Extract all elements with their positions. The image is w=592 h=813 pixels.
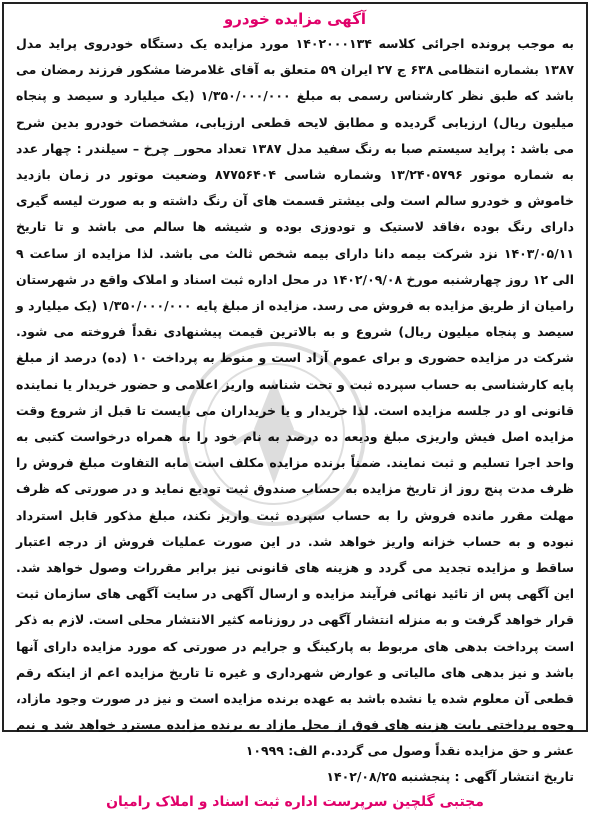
signature-line: مجتبی گلچین سرپرست اداره ثبت اسناد و املاک رامیان (106, 793, 484, 810)
publish-date: تاریخ انتشار آگهی : پنجشنبه ۱۴۰۲/۰۸/۲۵ (326, 768, 574, 784)
notice-body: به موجب پرونده اجرائی کلاسه ۱۴۰۲۰۰۰۱۳۴ مورد مزایده یک دستگاه خودروی پراید مدل ۱۳۸۷ بشماره انتظامی ۶۳۸ ج ۲۷ ایران ۵۹ متعلق به آقای غلامرضا مشکور فرزند رمضان می باشد که طبق نظر کارشناس رسمی به مبلغ ۱/۳۵۰/۰۰۰/۰۰۰ (یک میلیارد و سیصد و پنجاه میلیون ریال) ارزیابی گردیده و مطابق لایحه قطعی ارزیابی، مشخصات خودرو بدین شرح می باشد : پراید سیستم صبا به رنگ سفید مدل ۱۳۸۷ تعداد محور_ چرخ – سیلندر : چهار عدد به شماره موتور ۱۳/۲۴۰۵۷۹۶ وشماره شاسی ۸۷۷۵۶۴۰۴ وضعیت موتور در زمان بازدید خاموش و خودرو سالم است ولی بیشتر قسمت های آن رنگ داشته و به صورت لیسه گیری دارای رنگ بوده ،فاقد لاستیک و تودوزی بوده و شیشه ها سالم می باشد و تا تاریخ ۱۴۰۳/۰۵/۱۱ نزد شرکت بیمه دانا دارای بیمه شخص ثالث می باشد. لذا مزایده از ساعت ۹ الی ۱۲ روز چهارشنبه مورخ ۱۴۰۲/۰۹/۰۸ در محل اداره ثبت اسناد و املاک واقع در شهرستان رامیان از طریق مزایده به فروش می رسد. مزایده از مبلغ پایه ۱/۳۵۰/۰۰۰/۰۰۰ (یک میلیارد و سیصد و پنجاه میلیون ریال) شروع و به بالاترین قیمت پیشنهادی نقداً فروخته می شود. شرکت در مزایده حضوری و برای عموم آزاد است و منوط به پرداخت ۱۰ (ده) درصد از مبلغ پایه کارشناسی به حساب سپرده ثبت و تحت شناسه واریز اعلامی و حضور خریدار یا نماینده قانونی او در جلسه مزایده است. لذا خریدار و یا خریداران می بایست تا قبل از شروع وقت مزایده اصل فیش واریزی مبلغ ودیعه ده درصد به نام خود را به همراه درخواست کتبی به واحد اجرا تسلیم و ثبت نمایند. ضمناً برنده مزایده مکلف است مابه التفاوت مبلغ فروش را ظرف مدت پنج روز از تاریخ مزایده به حساب صندوق ثبت تودیع نماید و در صورتی که ظرف مهلت مقرر مانده فروش را به حساب سپرده ثبت واریز نکند، مبلغ مذکور قابل استرداد نبوده و به حساب خزانه واریز خواهد شد. در این صورت عملیات فروش از درجه اعتبار ساقط و مزایده تجدید می گردد و هزینه های قانونی نیز برابر مقررات وصول خواهد شد. این آگهی پس از تائید نهائی فرآیند مزایده و ارسال آگهی در سایت آگهی های سازمان ثبت قرار خواهد گرفت و به منزله انتشار آگهی در روزنامه کثیر الانتشار محلی است. لازم به ذکر است پرداخت بدهی های مربوط به پارکینگ و جرایم در صورتی که مورد مزایده دارای آنها باشد و نیز بدهی های مالیاتی و عوارض شهرداری و غیره تا تاریخ مزایده اعم از اینکه رقم قطعی آن معلوم شده یا نشده باشد به عهده برنده مزایده است و نیز در صورت وجود مازاد، وجوه پرداختی بابت هزینه های فوق از محل مازاد به برنده مزایده مسترد خواهد شد و نیم عشر و حق مزایده نقداً وصول می گردد.م الف: ۱۰۹۹۹ (16, 36, 575, 759)
notice-title: آگهی مزایده خودرو (223, 10, 367, 28)
auction-notice (2, 2, 588, 810)
